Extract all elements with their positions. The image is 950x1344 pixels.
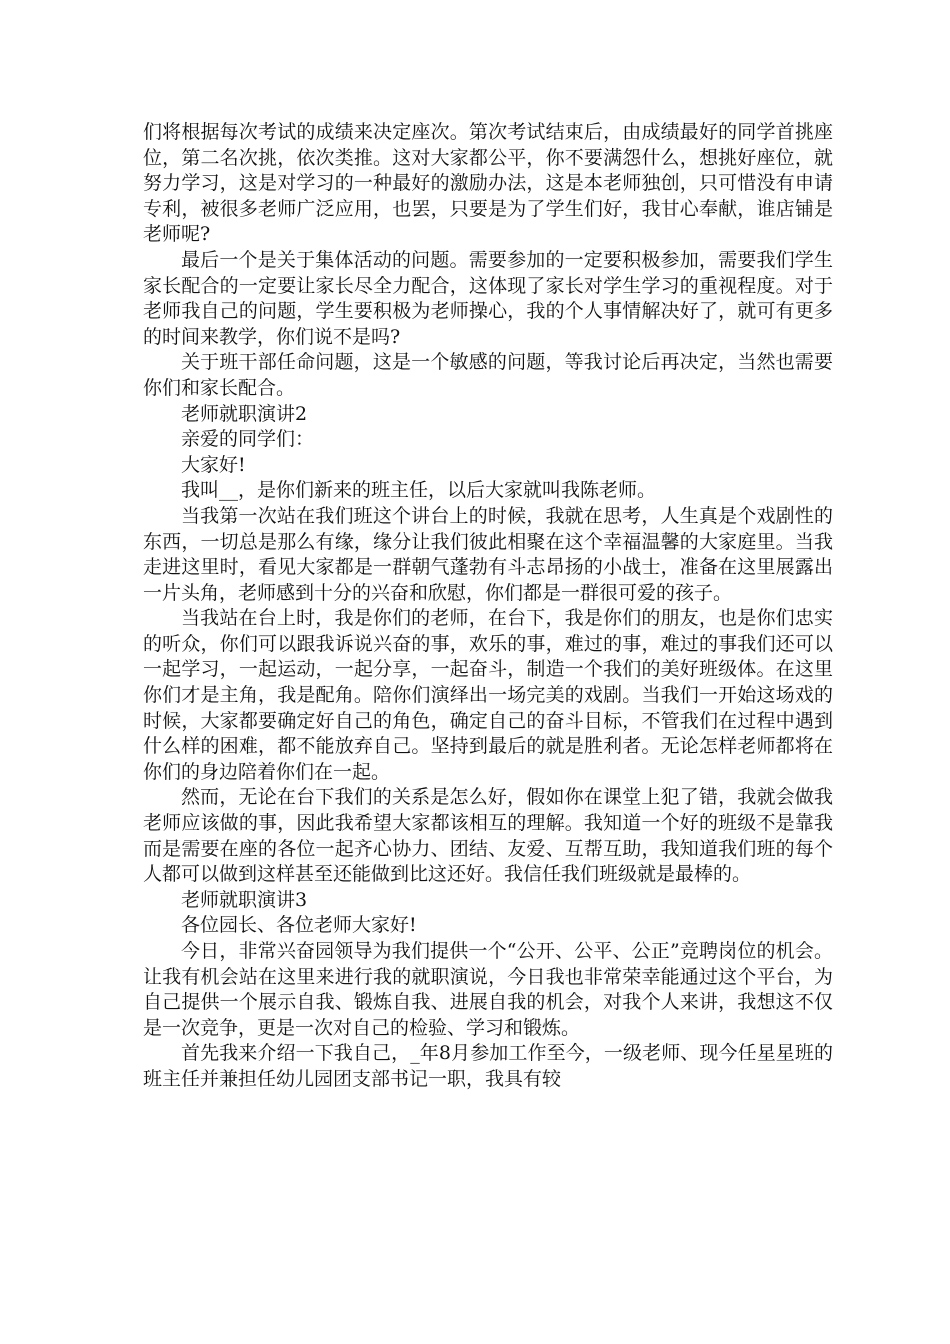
paragraph-class-leaders: 关于班干部任命问题，这是一个敏感的问题，等我讨论后再决定，当然也需要你们和家长配合。	[143, 351, 833, 399]
paragraph-personal-background: 首先我来介绍一下我自己，_年8月参加工作至今，一级老师、现今任星星班的班主任并兼担任幼儿园团支部书记一职，我具有较	[143, 1042, 833, 1090]
salutation-students: 亲爱的同学们：	[181, 428, 315, 451]
paragraph-first-time-podium: 当我第一次站在我们班这个讲台上的时候，我就在思考，人生真是个戏剧性的东西，一切总是那么有缘，缘分让我们彼此相聚在这个幸福温馨的大家庭里。当我走进这里时，看见大家都是一群朝气蓬勃有斗志昂扬的小战士，准备在这里展露出一片头角，老师感到十分的兴奋和欣慰，你们都是一群很可爱的孩子。	[143, 504, 833, 604]
document-page	[143, 120, 833, 1093]
greeting-hello: 大家好!	[181, 453, 246, 476]
section-heading-speech-3: 老师就职演讲3	[181, 888, 308, 911]
paragraph-group-activities: 最后一个是关于集体活动的问题。需要参加的一定要积极参加，需要我们学生家长配合的一定要让家长尽全力配合，这体现了家长对学生学习的重视程度。对于老师我自己的问题，学生要积极为老师操心，我的个人事情解决好了，就可有更多的时间来教学，你们说不是吗?	[143, 248, 833, 348]
section-heading-speech-2: 老师就职演讲2	[181, 402, 308, 425]
paragraph-self-intro: 我叫__，是你们新来的班主任，以后大家就叫我陈老师。	[181, 479, 657, 502]
paragraph-competition-opportunity: 今日，非常兴奋园领导为我们提供一个“公开、公平、公正”竞聘岗位的机会。让我有机会站在这里来进行我的就职演说，今日我也非常荣幸能通过这个平台，为自己提供一个展示自我、锻炼自我、进展自我的机会，对我个人来讲，我想这不仅是一次竞争，更是一次对自己的检验、学习和锻炼。	[143, 940, 833, 1039]
paragraph-seating: 们将根据每次考试的成绩来决定座次。第次考试结束后，由成绩最好的同学首挑座位，第二名次挑，依次类推。这对大家都公平，你不要满怨什么，想挑好座位，就努力学习，这是对学习的一种最好的激励办法，这是本老师独创，只可惜没有申请专利，被很多老师广泛应用，也罢，只要是为了学生们好，我甘心奉献，谁店铺是老师呢?	[143, 121, 833, 246]
paragraph-teacher-and-friend: 当我站在台上时，我是你们的老师，在台下，我是你们的朋友，也是你们忠实的听众，你们可以跟我诉说兴奋的事，欢乐的事，难过的事，难过的事我们还可以一起学习，一起运动，一起分享，一起奋斗，制造一个我们的美好班级体。在这里你们才是主角，我是配角。陪你们演绎出一场完美的戏剧。当我们一开始这场戏的时候，大家都要确定好自己的角色，确定自己的奋斗目标，不管我们在过程中遇到什么样的困难，都不能放弃自己。坚持到最后的就是胜利者。无论怎样老师都将在你们的身边陪着你们在一起。	[143, 607, 833, 783]
salutation-principals-teachers: 各位园长、各位老师大家好!	[181, 914, 417, 937]
paragraph-mutual-understanding: 然而，无论在台下我们的关系是怎么好，假如你在课堂上犯了错，我就会做我老师应该做的事，因此我希望大家都该相互的理解。我知道一个好的班级不是靠我而是需要在座的各位一起齐心协力、团结、友爱、互帮互助，我知道我们班的每个人都可以做到这样甚至还能做到比这还好。我信任我们班级就是最棒的。	[143, 786, 833, 886]
